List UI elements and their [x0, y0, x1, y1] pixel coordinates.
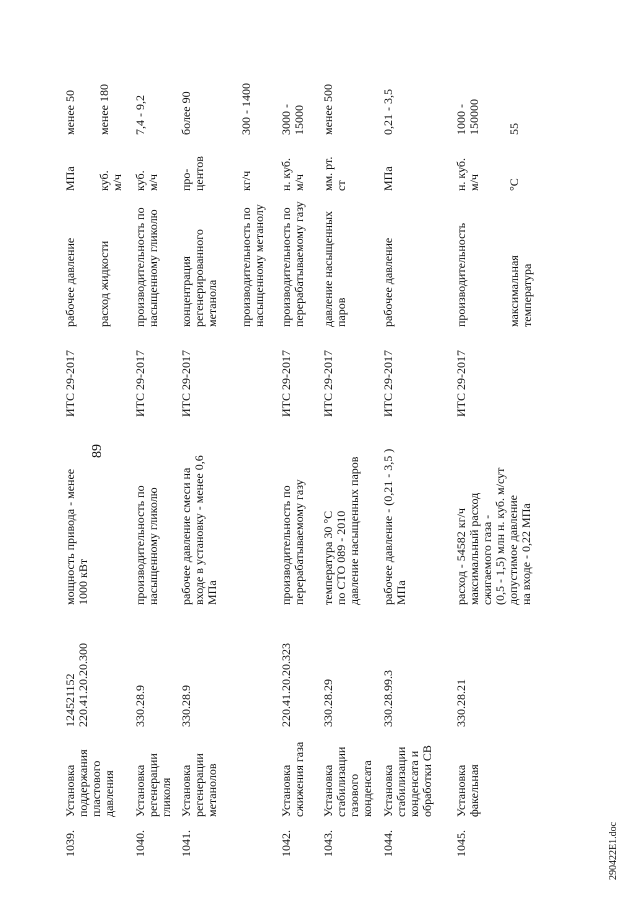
parameter-value [455, 99, 481, 135]
row-number: 1042. [279, 830, 293, 857]
parameter-name [322, 211, 348, 327]
row-number: 1040. [133, 830, 147, 857]
installation-name [64, 749, 116, 817]
parameter-unit [134, 170, 160, 191]
name-line: регенерации [146, 753, 160, 817]
value-line: 1000 - [454, 104, 468, 135]
desc-line: входе в установку - менее 0,6 [192, 455, 206, 605]
parameter-value [322, 84, 335, 135]
desc-line: рабочее давление - (0,21 - 3,5 ) [381, 448, 395, 605]
okpd-code [322, 679, 335, 727]
parameter-unit [240, 171, 253, 191]
name-line: гликоля [159, 777, 173, 817]
parameter-value [382, 89, 395, 135]
name-line: давления [102, 770, 116, 817]
parameter-unit [455, 158, 481, 191]
unit-line: центов [192, 156, 206, 191]
parameter-value [508, 123, 521, 135]
desc-line: 1000 кВт [76, 558, 90, 605]
code-line: 220.41.20.20.300 [76, 643, 90, 727]
footer-filename: 290422Е1.doc [608, 821, 619, 880]
row-number: 1043. [321, 830, 335, 857]
parameter-unit [280, 158, 306, 191]
param-line: регенерированного [192, 229, 206, 327]
okpd-code [134, 685, 147, 727]
unit-line: м/ч [146, 174, 160, 191]
okpd-code [180, 685, 193, 727]
its-reference: ИТС 29-2017 [179, 350, 193, 417]
parameter-name [64, 238, 77, 327]
unit-line: м/ч [467, 174, 481, 191]
installation-name [134, 753, 173, 817]
parameter-value [134, 95, 147, 135]
code-line: 124521152 [63, 673, 77, 727]
code-line: 330.28.9 [133, 685, 147, 727]
param-line: расход жидкости [97, 240, 111, 327]
param-line: давление насыщенных [321, 210, 335, 327]
desc-line: МПа [205, 580, 219, 605]
value-line: менее 50 [63, 90, 77, 135]
parameter-unit [508, 178, 521, 191]
name-line: конденсата [360, 760, 374, 817]
parameter-value [240, 83, 253, 135]
param-line: рабочее давление [381, 237, 395, 327]
param-line: производительность по [133, 207, 147, 327]
okpd-code [455, 679, 468, 727]
okpd-code [64, 643, 90, 727]
name-line: стабилизации [394, 746, 408, 817]
value-line: более 90 [179, 91, 193, 135]
its-reference: ИТС 29-2017 [63, 350, 77, 417]
name-line: газового [347, 773, 361, 817]
desc-line: рабочее давление смеси на [179, 467, 193, 605]
unit-line: н. куб. [279, 157, 293, 191]
unit-line: куб. [97, 170, 111, 191]
parameter-name [455, 223, 468, 327]
param-line: производительность по [239, 207, 253, 327]
okpd-code [382, 670, 395, 727]
parameter-unit [64, 166, 77, 191]
name-line: регенерации [192, 753, 206, 817]
param-line: насыщенному метанолу [252, 204, 266, 327]
description [180, 455, 219, 605]
desc-line: давление насыщенных паров [347, 456, 361, 605]
param-line: концентрация [179, 256, 193, 327]
name-line: Установка [133, 764, 147, 817]
name-line: Установка [381, 764, 395, 817]
parameter-name [98, 241, 111, 327]
desc-line: мощность привода - менее [63, 468, 77, 605]
value-line: 15000 [292, 105, 306, 135]
installation-name [280, 742, 306, 817]
code-line: 220.41.20.20.323 [279, 643, 293, 727]
value-line: менее 500 [321, 84, 335, 135]
parameter-name [508, 255, 534, 327]
parameter-unit [322, 157, 348, 191]
param-line: рабочее давление [63, 237, 77, 327]
code-line: 330.28.29 [321, 679, 335, 727]
row-number: 1044. [381, 830, 395, 857]
desc-line: расход - 54582 кг/ч [454, 508, 468, 605]
value-line: 3000 - [279, 104, 293, 135]
name-line: факельная [467, 764, 481, 817]
desc-line: на входе - 0,22 МПа [519, 503, 533, 605]
value-line: 150000 [467, 99, 481, 135]
description [382, 449, 408, 605]
parameter-value [98, 84, 111, 135]
value-line: 7,4 - 9,2 [133, 95, 147, 135]
name-line: метанолов [205, 763, 219, 817]
parameter-value [280, 104, 306, 135]
desc-line: производительность по [279, 485, 293, 605]
name-line: Установка [454, 764, 468, 817]
unit-line: °С [507, 178, 521, 191]
parameter-name [240, 204, 266, 327]
name-line: Установка [179, 764, 193, 817]
description [134, 485, 160, 605]
parameter-name [134, 207, 160, 327]
its-reference: ИТС 29-2017 [454, 350, 468, 417]
parameter-unit [98, 170, 124, 191]
name-line: поддержания [76, 749, 90, 817]
param-line: температура [520, 263, 534, 327]
okpd-code [280, 643, 293, 727]
description [322, 457, 361, 605]
desc-line: сжигаемого газа - [480, 514, 494, 605]
desc-line: перерабатываемому газу [292, 479, 306, 605]
unit-line: м/ч [292, 174, 306, 191]
its-reference: ИТС 29-2017 [133, 350, 147, 417]
parameter-name [382, 238, 395, 327]
installation-name [455, 764, 481, 817]
description [64, 469, 90, 605]
name-line: конденсата и [407, 750, 421, 817]
param-line: метанола [205, 279, 219, 327]
desc-line: допустимое давление [506, 494, 520, 605]
its-reference: ИТС 29-2017 [381, 350, 395, 417]
unit-line: мм. рт. [321, 156, 335, 191]
param-line: производительность [454, 222, 468, 327]
unit-line: ст [334, 180, 348, 191]
parameter-name [180, 229, 219, 327]
code-line: 330.28.9 [179, 685, 193, 727]
parameter-name [280, 201, 306, 327]
desc-line: МПа [394, 580, 408, 605]
unit-line: м/ч [110, 174, 124, 191]
installation-name [180, 753, 219, 817]
name-line: Установка [279, 764, 293, 817]
desc-line: по СТО 089 - 2010 [334, 510, 348, 605]
name-line: стабилизации [334, 746, 348, 817]
row-number: 1039. [63, 830, 77, 857]
param-line: паров [334, 297, 348, 327]
desc-line: температура 30 °С [321, 510, 335, 605]
desc-line: производительность по [133, 485, 147, 605]
name-line: Установка [321, 764, 335, 817]
unit-line: куб. [133, 170, 147, 191]
name-line: обработки СВ [420, 745, 434, 817]
param-line: производительность по [279, 207, 293, 327]
name-line: сжижения газа [292, 741, 306, 817]
name-line: пластового [89, 760, 103, 817]
description [455, 468, 533, 605]
value-line: менее 180 [97, 84, 111, 135]
parameter-unit [382, 166, 395, 191]
row-number: 1041. [179, 830, 193, 857]
unit-line: н. куб. [454, 157, 468, 191]
parameter-unit [180, 156, 206, 191]
value-line: 0,21 - 3,5 [381, 89, 395, 135]
unit-line: МПа [381, 166, 395, 191]
desc-line: насыщенному гликолю [146, 487, 160, 605]
its-reference: ИТС 29-2017 [279, 350, 293, 417]
its-reference: ИТС 29-2017 [321, 350, 335, 417]
value-line: 55 [507, 123, 521, 135]
param-line: перерабатываемому газу [292, 201, 306, 327]
desc-line: (0,5 - 1,5) млн н. куб. м/сут [493, 467, 507, 605]
installation-name [382, 745, 434, 817]
unit-line: МПа [63, 166, 77, 191]
page-number: 89 [90, 444, 105, 458]
param-line: насыщенному гликолю [146, 209, 160, 327]
value-line: 300 - 1400 [239, 83, 253, 135]
code-line: 330.28.21 [454, 679, 468, 727]
parameter-value [64, 90, 77, 135]
unit-line: про- [179, 168, 193, 191]
name-line: Установка [63, 764, 77, 817]
unit-line: кг/ч [239, 170, 253, 191]
code-line: 330.28.99.3 [381, 670, 395, 727]
param-line: максимальная [507, 255, 521, 327]
description [280, 479, 306, 605]
row-number: 1045. [454, 830, 468, 857]
parameter-value [180, 91, 193, 135]
desc-line: максимальный расход [467, 492, 481, 605]
installation-name [322, 747, 374, 817]
